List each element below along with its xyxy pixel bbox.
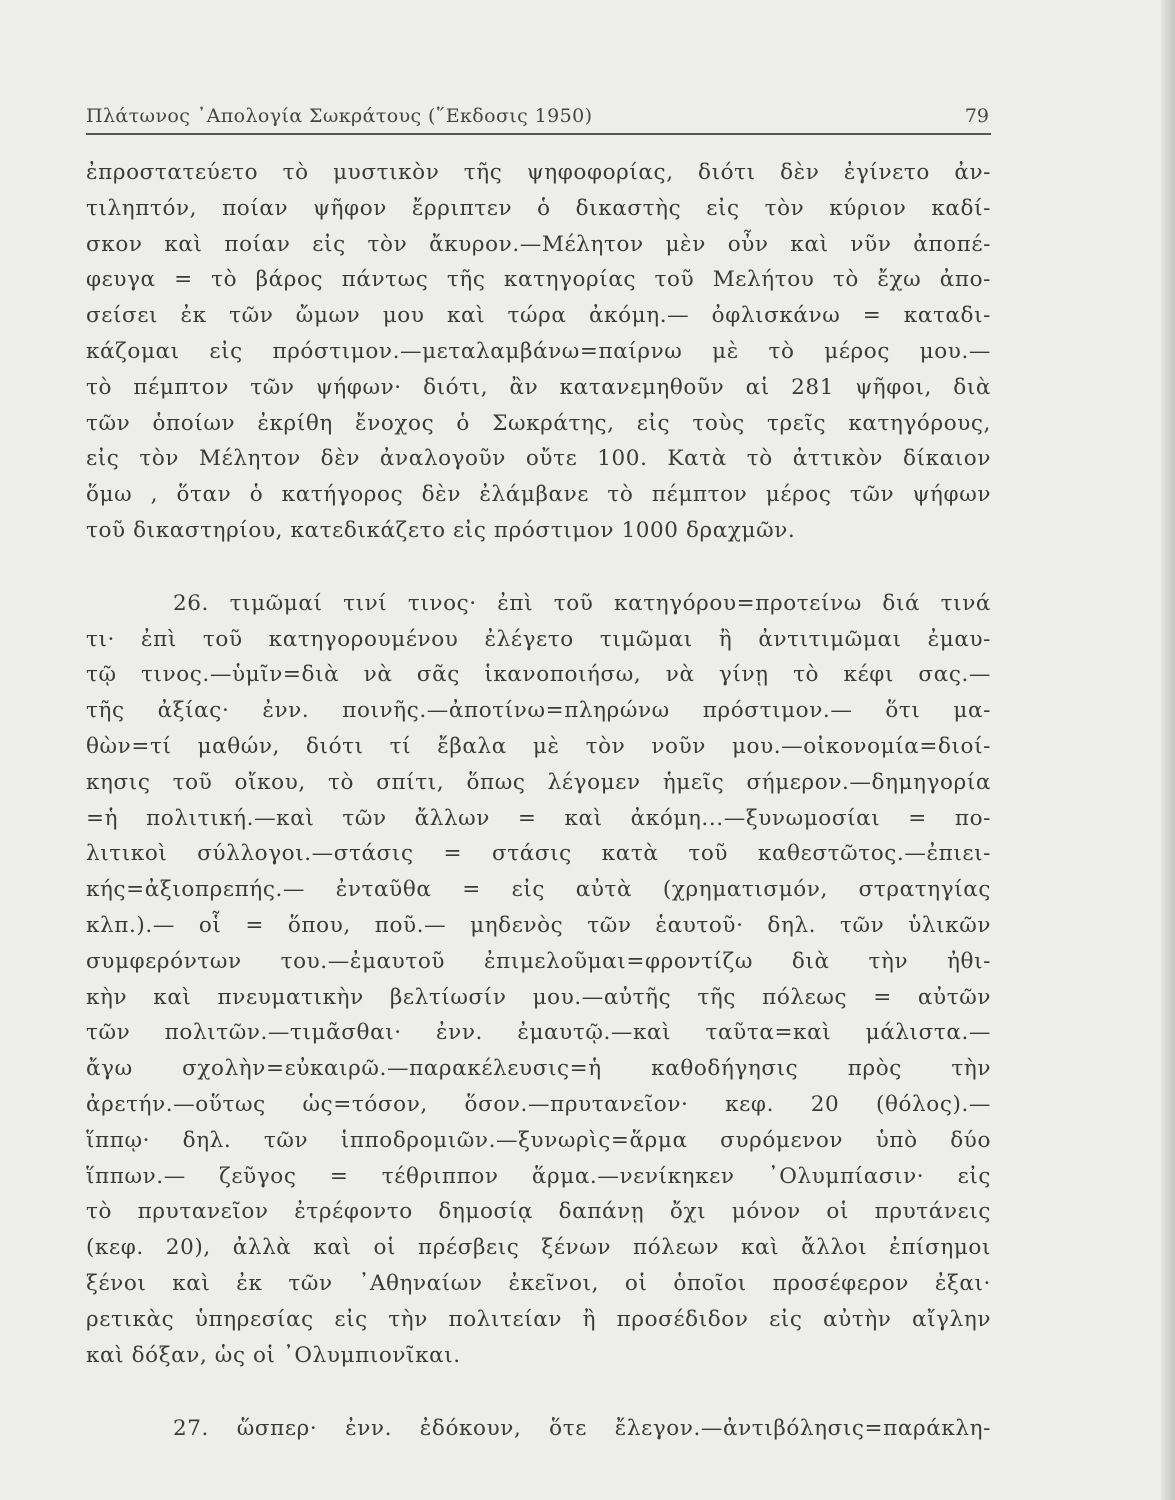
running-head: Πλάτωνος ᾿Απολογία Σωκράτους (῞Εκδοσις 1950) — [86, 105, 593, 127]
text-line: φευγα = τὸ βάρος πάντως τῆς κατηγορίας τοῦ Μελήτου τὸ ἔχω ἀπο- — [86, 267, 991, 293]
text-line: τῷ τινος.—ὑμῖν=διὰ νὰ σᾶς ἱκανοποιήσω, νὰ γίνῃ τὸ κέφι σας.— — [86, 662, 991, 688]
text-block — [86, 155, 991, 1447]
text-line: κησις τοῦ οἴκου, τὸ σπίτι, ὅπως λέγομεν ἡμεῖς σήμερον.—δημηγορία — [86, 769, 991, 795]
text-line: 27. ὥσπερ· ἐνν. ἐδόκουν, ὅτε ἔλεγον.—ἀντιβόλησις=παράκλη- — [173, 1416, 991, 1442]
text-line: τῶν πολιτῶν.—τιμᾶσθαι· ἐνν. ἐμαυτῷ.—καὶ ταῦτα=καὶ μάλιστα.— — [86, 1020, 991, 1046]
page-number: 79 — [964, 105, 989, 127]
text-line: ἄγω σχολὴν=εὐκαιρῶ.—παρακέλευσις=ἡ καθοδήγησις πρὸς τὴν — [86, 1056, 991, 1082]
text-line: (κεφ. 20), ἀλλὰ καὶ οἱ πρέσβεις ξένων πόλεων καὶ ἄλλοι ἐπίσημοι — [86, 1235, 991, 1261]
text-line: τιληπτόν, ποίαν ψῆφον ἔρριπτεν ὁ δικαστὴς εἰς τὸν κύριον καδί- — [86, 195, 991, 221]
text-line: κλπ.).— οἷ = ὅπου, ποῦ.— μηδενὸς τῶν ἑαυτοῦ· δηλ. τῶν ὑλικῶν — [86, 912, 991, 938]
text-line: τοῦ δικαστηρίου, κατεδικάζετο εἰς πρόστιμον 1000 δραχμῶν. — [86, 517, 796, 543]
text-line: τὸ πέμπτον τῶν ψήφων· διότι, ἂν κατανεμηθοῦν αἱ 281 ψῆφοι, διὰ — [86, 374, 991, 400]
text-line: τῆς ἀξίας· ἐνν. ποινῆς.—ἀποτίνω=πληρώνω πρόστιμον.— ὅτι μα- — [86, 698, 991, 724]
paragraph-3 — [86, 1411, 991, 1447]
text-line: κής=ἀξιοπρεπής.— ἐνταῦθα = εἰς αὐτὰ (χρηματισμόν, στρατηγίας — [86, 877, 991, 903]
scan-edge-shadow — [1161, 0, 1175, 1500]
text-line: ὅμω , ὅταν ὁ κατήγορος δὲν ἐλάμβανε τὸ πέμπτον μέρος τῶν ψήφων — [86, 482, 991, 508]
text-line: θὼν=τί μαθών, διότι τί ἔβαλα μὲ τὸν νοῦν μου.—οἰκονομία=διοί- — [86, 733, 991, 759]
text-line: τὸ πρυτανεῖον ἐτρέφοντο δημοσίᾳ δαπάνῃ ὄχι μόνον οἱ πρυτάνεις — [86, 1199, 991, 1225]
text-line: κὴν καὶ πνευματικὴν βελτίωσίν μου.—αὐτῆς τῆς πόλεως = αὐτῶν — [86, 984, 991, 1010]
text-line: ἐπροστατεύετο τὸ μυστικὸν τῆς ψηφοφορίας, διότι δὲν ἐγίνετο ἀν- — [86, 160, 991, 185]
text-line: ξένοι καὶ ἐκ τῶν ᾿Αθηναίων ἐκεῖνοι, οἱ ὁποῖοι προσέφερον ἐξαι· — [86, 1270, 991, 1296]
text-line: ἵππων.— ζεῦγος = τέθριππον ἅρμα.—νενίκηκεν ᾿Ολυμπίασιν· εἰς — [86, 1163, 991, 1189]
text-line: καὶ δόξαν, ὡς οἱ ᾿Ολυμπιονῖκαι. — [86, 1342, 461, 1368]
paragraph-1 — [86, 155, 991, 549]
text-line: σείσει ἐκ τῶν ὤμων μου καὶ τώρα ἀκόμη.— ὀφλισκάνω = καταδι- — [86, 303, 991, 329]
text-line: λιτικοὶ σύλλογοι.—στάσις = στάσις κατὰ τοῦ καθεστῶτος.—ἐπιει- — [86, 841, 991, 867]
text-line: ρετικὰς ὑπηρεσίας εἰς τὴν πολιτείαν ἢ προσέδιδον εἰς αὐτὴν αἴγλην — [86, 1306, 991, 1332]
paragraph-gap — [86, 549, 991, 586]
text-line: σκον καὶ ποίαν εἰς τὸν ἄκυρον.—Μέλητον μὲν οὖν καὶ νῦν ἀποπέ- — [86, 231, 991, 257]
text-line: εἰς τὸν Μέλητον δὲν ἀναλογοῦν οὔτε 100. Κατὰ τὸ ἀττικὸν δίκαιον — [86, 446, 991, 472]
page-header — [86, 103, 991, 135]
text-line: τῶν ὁποίων ἐκρίθη ἔνοχος ὁ Σωκράτης, εἰς τοὺς τρεῖς κατηγόρους, — [86, 410, 991, 436]
text-line: 26. τιμῶμαί τινί τινος· ἐπὶ τοῦ κατηγόρου=προτείνω διά τινά — [173, 590, 991, 616]
text-line: τι· ἐπὶ τοῦ κατηγορουμένου ἐλέγετο τιμῶμαι ἢ ἀντιτιμῶμαι ἐμαυ- — [86, 626, 991, 652]
text-line: κάζομαι εἰς πρόστιμον.—μεταλαμβάνω=παίρνω μὲ τὸ μέρος μου.— — [86, 338, 991, 364]
text-line: ἵππῳ· δηλ. τῶν ἱπποδρομιῶν.—ξυνωρὶς=ἅρμα συρόμενον ὑπὸ δύο — [86, 1127, 991, 1153]
text-line: συμφερόντων του.—ἐμαυτοῦ ἐπιμελοῦμαι=φροντίζω διὰ τὴν ἠθι- — [86, 948, 991, 974]
paragraph-2 — [86, 586, 991, 1374]
text-line: =ἡ πολιτική.—καὶ τῶν ἄλλων = καὶ ἀκόμη...—ξυνωμοσίαι = πο- — [86, 805, 991, 831]
text-line: ἀρετήν.—οὕτως ὡς=τόσον, ὅσον.—πρυτανεῖον· κεφ. 20 (θόλος).— — [86, 1091, 991, 1117]
